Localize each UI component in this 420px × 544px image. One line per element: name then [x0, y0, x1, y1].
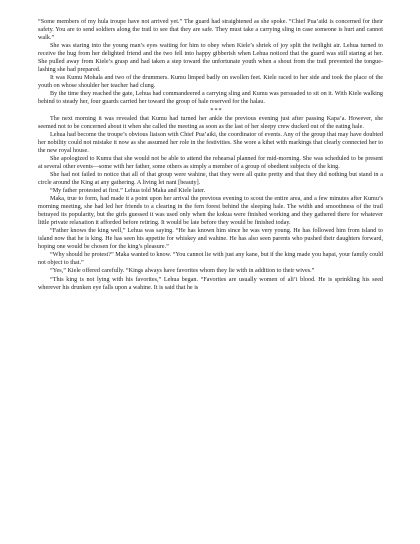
paragraph: Maka, true to form, had made it a point upon her arrival the previous evening to scout the entire area, and a few minutes after Kumu’s morning meeting, she had led her friends to a clearing in the fern forest behind the sleeping hale. The width and smoothness of the trail betrayed its popularity, but the girls guessed it was used only when the kokua were finished working and they gathered there for whatever little private relaxation it afforded before retiring. It would be late before they would be finished today.: [38, 196, 383, 227]
book-page: [38, 18, 383, 292]
paragraph: It was Kumu Mohala and two of the drummers. Kumu limped badly on swollen feet. Kiele raced to her side and took the place of the youth on whose shoulder her teacher had clung.: [38, 75, 383, 90]
paragraph: “Yes,” Kiele offered carefully. “Kings always have favorites whom they lie with in addition to their wives.”: [50, 268, 315, 275]
paragraph: “Why should he protest?” Maka wanted to know. “You cannot lie with just any kane, but if the king made you hapai, your family could not object to that.”: [38, 252, 383, 267]
section-break: ***: [210, 107, 223, 114]
paragraph: She had not failed to notice that all of that group were wahine, that they were all quite pretty and that they did nothing but stand in a circle around the King at any gathering. A living lei nani [beauty].: [38, 171, 383, 186]
paragraph: The next morning it was revealed that Kumu had turned her ankle the previous evening just after passing Kapa’a. However, she seemed not to be concerned about it when she called the meeting as soon as the last of her sleepy crew ducked out of the eating hale.: [38, 115, 383, 130]
paragraph: She apologized to Kumu that she would not be able to attend the rehearsal planned for mid-morning. She was scheduled to be present at several other events—some with her father, some others as simply a member of a group of obedient subjects of the king.: [38, 155, 383, 170]
paragraph: By the time they reached the gate, Lehua had commandeered a carrying sling and Kumu was persuaded to sit on it. With Kiele walking behind to steady her, four guards carried her toward the group of hale reserved for the halau.: [38, 91, 383, 106]
paragraph: “My father protested at first.” Lehua told Maka and Kiele later.: [50, 187, 206, 194]
paragraph: “Father knows the king well,” Lehua was saying. “He has known him since he was very young. He has followed him from island to island now that he is king. He has seen his appetite for whiskey and wahine. He has also seen parents who pushed their daughters forward, hoping one would be chosen for the king’s pleasure.”: [38, 228, 383, 251]
text-block-before-break: [38, 18, 383, 107]
paragraph: “Some members of my hula troupe have not arrived yet.” The guard had straightened as she spoke. “Chief Pua’aiki is concerned for their safety. You are to send soldiers along the trail to see that they are safe. They must take a carrying sling in case someone is hurt and cannot walk.”: [38, 19, 383, 42]
paragraph: She was staring into the young man’s eyes waiting for him to obey when Kiele’s shriek of joy split the twilight air. Lehua turned to receive the hug from her delighted friend and the two fell into happy gibberish when Lehua noticed that the guard was still staring at her. She pulled away from Kiele’s grasp and had taken a step toward the unfortunate youth when a shout from the trail prevented the tongue-lashing she had prepared.: [38, 43, 383, 74]
paragraph: “This king is not lying with his favorites,” Lehua began. “Favorites are usually women of ali’i blood. He is sprinkling his seed wherever his drunken eye falls upon a wahine. It is said that he is: [38, 276, 383, 291]
paragraph: Lehua had become the troupe’s obvious liaison with Chief Pua’aiki, the coordinator of events. Any of the group that may have doubted her nobility could not mistake it now as she assumed her role in the festivities. She wore a kihei with markings that clearly connected her to the new royal house.: [38, 131, 383, 154]
text-block-after-break: [38, 115, 383, 292]
